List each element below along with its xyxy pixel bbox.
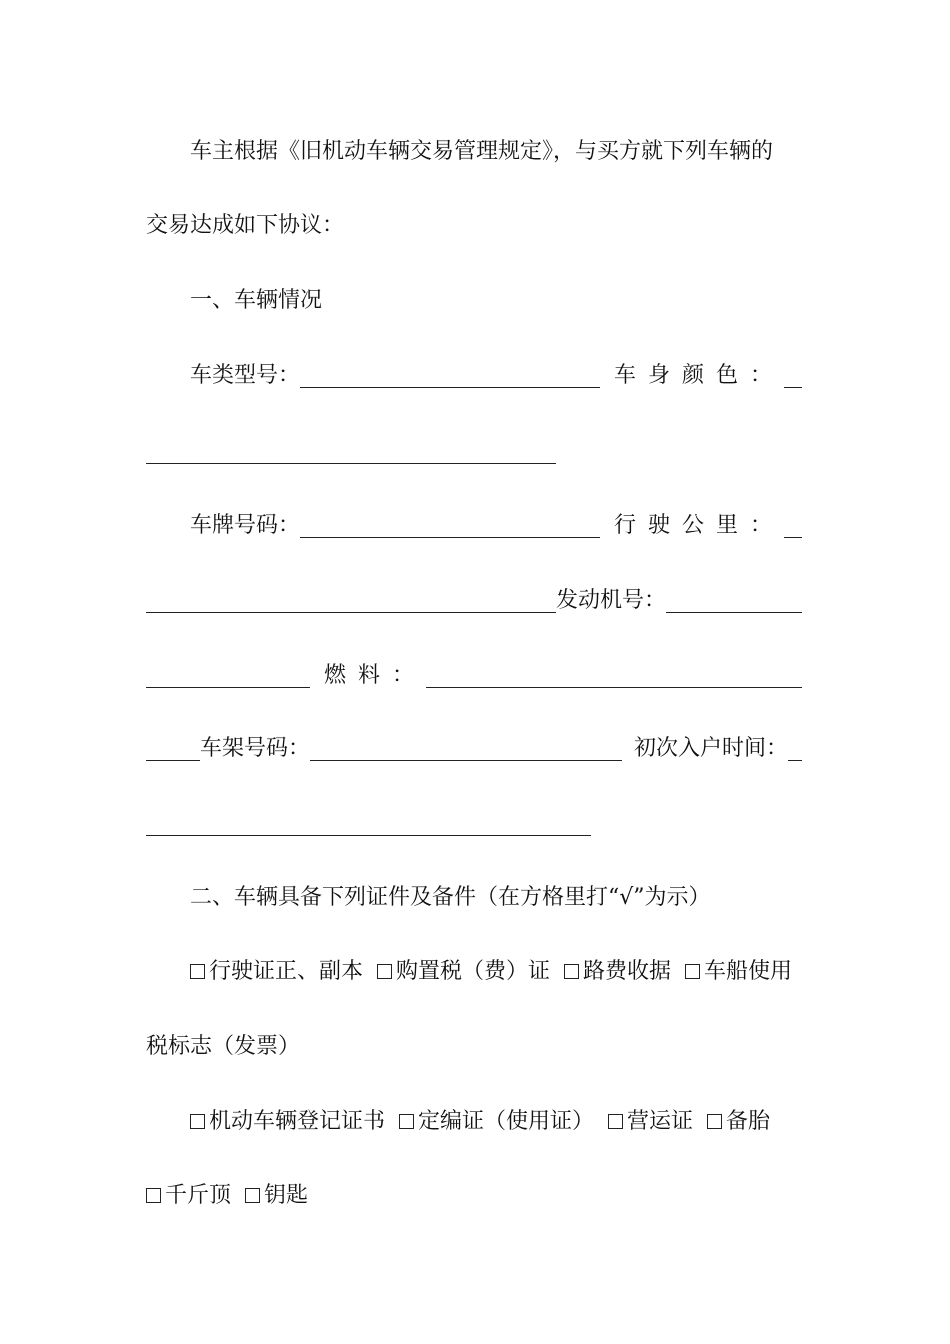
checklist-line-2 bbox=[190, 1106, 802, 1138]
checkbox-icon[interactable] bbox=[377, 964, 392, 979]
fuel-label: 燃料： bbox=[324, 663, 427, 688]
checkbox-icon[interactable] bbox=[245, 1188, 260, 1203]
checkbox-icon[interactable] bbox=[146, 1188, 161, 1203]
checklist-item[interactable]: 购置税（费）证 bbox=[377, 959, 550, 984]
mileage-field-continuation[interactable] bbox=[146, 590, 556, 613]
model-label: 车类型号： bbox=[190, 363, 301, 388]
checkbox-icon[interactable] bbox=[707, 1114, 722, 1129]
engine-field[interactable] bbox=[666, 590, 802, 613]
fuel-row bbox=[146, 660, 802, 692]
intro-line-1: 车主根据《旧机动车辆交易管理规定》，与买方就下列车辆的 bbox=[190, 139, 774, 164]
checklist-line-1-continuation: 税标志（发票） bbox=[146, 1034, 301, 1059]
first-registration-field-continuation[interactable] bbox=[146, 813, 591, 836]
engine-label: 发动机号： bbox=[556, 588, 667, 613]
checkbox-icon[interactable] bbox=[685, 964, 700, 979]
plate-label: 车牌号码： bbox=[190, 513, 301, 538]
checklist-item[interactable]: 备胎 bbox=[707, 1109, 770, 1134]
checkbox-icon[interactable] bbox=[399, 1114, 414, 1129]
plate-field[interactable] bbox=[300, 515, 600, 538]
model-field[interactable] bbox=[300, 365, 600, 388]
frame-field[interactable] bbox=[310, 738, 622, 761]
mileage-field[interactable] bbox=[784, 515, 802, 538]
plate-mileage-row bbox=[190, 510, 802, 542]
checklist-item[interactable]: 钥匙 bbox=[245, 1183, 308, 1208]
checklist-item[interactable]: 路费收据 bbox=[564, 959, 671, 984]
model-color-row bbox=[190, 360, 802, 392]
checklist-line-1 bbox=[190, 956, 802, 988]
checklist-line-3 bbox=[146, 1180, 802, 1212]
engine-row bbox=[146, 585, 802, 617]
color-field-continuation[interactable] bbox=[146, 441, 556, 464]
first-registration-continuation-row bbox=[146, 808, 802, 840]
checklist-item[interactable]: 营运证 bbox=[608, 1109, 693, 1134]
first-registration-field[interactable] bbox=[788, 738, 802, 761]
color-field[interactable] bbox=[784, 365, 802, 388]
first-registration-label: 初次入户时间： bbox=[634, 736, 789, 761]
section2-heading: 二、车辆具备下列证件及备件（在方格里打“√”为示） bbox=[190, 885, 711, 910]
color-label: 车身颜色： bbox=[614, 363, 785, 388]
checklist-item[interactable]: 千斤顶 bbox=[146, 1183, 231, 1208]
checklist-item[interactable]: 定编证（使用证） bbox=[399, 1109, 594, 1134]
checkbox-icon[interactable] bbox=[608, 1114, 623, 1129]
fuel-field[interactable] bbox=[426, 665, 802, 688]
checkbox-icon[interactable] bbox=[190, 1114, 205, 1129]
intro-line-2: 交易达成如下协议： bbox=[146, 213, 345, 238]
color-continuation-row bbox=[146, 436, 802, 468]
checkbox-icon[interactable] bbox=[564, 964, 579, 979]
frame-row bbox=[146, 733, 802, 765]
fuel-field-continuation[interactable] bbox=[146, 738, 200, 761]
checkbox-icon[interactable] bbox=[190, 964, 205, 979]
frame-label: 车架号码： bbox=[200, 736, 311, 761]
checklist-item[interactable]: 行驶证正、副本 bbox=[190, 959, 363, 984]
engine-field-continuation[interactable] bbox=[146, 665, 310, 688]
mileage-label: 行驶公里： bbox=[614, 513, 785, 538]
checklist-item[interactable]: 机动车辆登记证书 bbox=[190, 1109, 385, 1134]
checklist-item[interactable]: 车船使用 bbox=[685, 959, 792, 984]
section1-heading: 一、车辆情况 bbox=[190, 288, 323, 313]
